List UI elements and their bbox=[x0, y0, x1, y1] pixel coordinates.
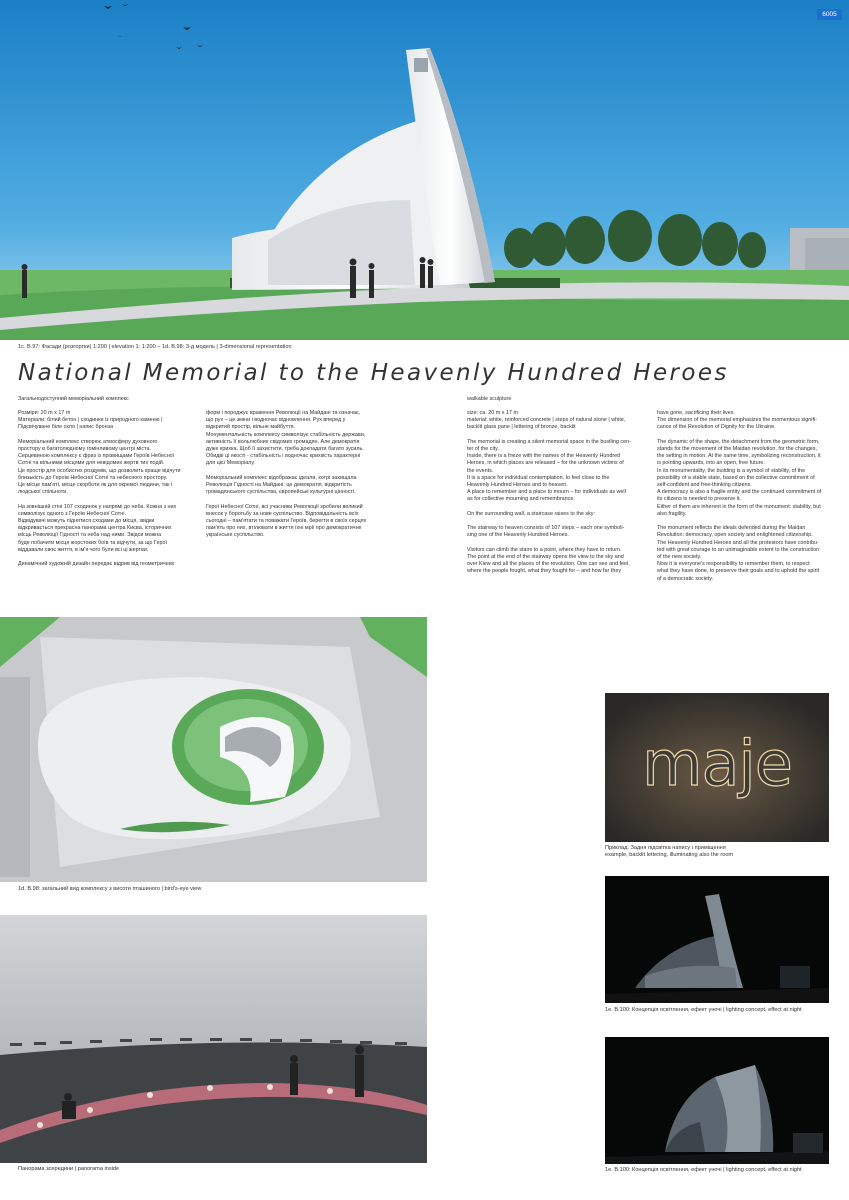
en-column-1: size: ca. 20 m x 17 m material: white, reinforced concrete | steps of natural stone | white, backlit glass pane | lettering of bronze, backlit The memorial is creating a silent memorial space in the bustling cen- ter of the city. Inside, there is a frieze with the names of the Heavenly Hundred Heroes, in which places are released – for the unknown victims of the events. It is a space for individual contemplation, to feel close to the Heavenly Hundred Heroes and to heaven. A place to remember and a place to mourn – for individuals as well as for collective mourning and remembrance. On the surrounding wall, a staircase raises to the sky: The stairway to heaven consists of 107 steps – each one symboli- sing one of the Heavenly Hundred Heroes. Visitors can climb the stairs to a point, where they have to return. The point at the end of the stairway opens the view to the sky and over Kiew and all the places of the revolution. One can see and feel, where the people fought, what they fought for – and how far they bbox=[467, 410, 631, 575]
night-caption-1: 1e. В.100: Концепція освітлення, ефект уночі | lighting concept, effect at night bbox=[605, 1007, 802, 1013]
ua-column-1: Розміри: 20 m x 17 m Матеріали: білий бетон | сходинки із природного каменю | Підсвічуване біле скло | напис бронза Меморіальний комплекс створює атмосферу духовного простору в багатолюдному гомінливому центрі міста. Серцевиною комплексу є фриз із прізвищами Героїв Небесної Сотні та вільними місцями для невідомих жертв тих подій. Це простір для особистих роздумів, що дозволить краще відчути близькість до Героїв Небесної Сотні та небесного простору. Це місце пам'яті, місце скорботи як для окремої людини, так і людської спільноти. На зовнішній стіні 107 сходинок у напрямі до неба. Кожна з них символізує одного з Героїв Небесної Сотні. Відвідувачі можуть піднятися сходами до місця, звідки відкривається прекрасна панорама центра Києва, історичних місць Революції Гідності та неба над ними. Звідси можна буде побачити місця жорстоких боїв та відчути, за що Герої віддавали своє життя, в ім'я чого були всі ці жертви. Динамічний художній дизайн передає відрив від геометричних bbox=[18, 410, 181, 568]
sign-caption-1: Приклад: Задня підсвітка напису і приміщення bbox=[605, 845, 726, 851]
birdseye-caption: 1d. В.98: загальний вид комплексу з висоти пташиного | bird's-eye view bbox=[18, 886, 202, 892]
night-render-2 bbox=[605, 1037, 829, 1164]
en-subtitle: walkable sculpture bbox=[467, 396, 512, 402]
hero-render bbox=[0, 0, 849, 340]
sign-caption-2: example, backlit lettering, illuminating also the room bbox=[605, 852, 734, 858]
night-render-1 bbox=[605, 876, 829, 1003]
panorama-caption: Панорама зсередини | panorama inside bbox=[18, 1166, 120, 1172]
birdseye-render bbox=[0, 617, 427, 882]
maje-sign-text: maje bbox=[642, 727, 792, 800]
en-column-2: have gone, sacrificing their lives. The dimension of the memorial emphasizes the momentous signifi- cance of the Revolution of Dignity for the Ukraine. The dynamic of the shape, the detachment from the geometric form, stands for the movement of the Maidan revolution, for the changes, the setting in motion. At the same time, symbolizing reconstruction, it is pointing upwards, into an open, free future. In its monumentality, the building is a symbol of stability, of the possibility of a stable state, based on the collective commitment of self-confident and free-thinking citizens. A democracy is also a fragile entity and the continued commitment of its citizens is needed to preserve it. Either of them are inherent in the form of the monument: stability, but also fragility. The monument reflects the ideals defended during the Maidan Revolution: democracy, open society and enlightened citizenship. The Heavenly Hundred Heroes and all the protestors have contribu- ted with great courage to an unimaginable extent to the construction of the new society. Now it is everyone's responsibility to remember them, to respect what they have done, to preserve their goals and to uphold the spirit of a democratic society. bbox=[657, 410, 822, 582]
page-title: National Memorial to the Heavenly Hundred Heroes bbox=[18, 360, 729, 386]
backlit-sign-photo bbox=[605, 693, 829, 842]
ua-column-2: форм і породжує враження Революції на Майдані та означає, що рух – це зміни і водночас відновлення. Рух вперед у відкритий простір, вільне майбуття. Монументальність комплексу символізує стабільність держави, активність її вольлюбних свідомих громадян. Але демократія дуже крихка. Щоб її захистити, треба докладати багато зусиль. Обидві ці якості - стабільність і водночас крихкість характерні для цієї Меморіалу. Меморіальний комплекс відображає ідеали, котрі захищала Революція Гідності на Майдані: це демократія, відкритість громадянського суспільства, європейські культурні цінності. Герої Небесної Сотні, всі учасники Революції зробили великий внесок у боротьбу за нове суспільство. Відповідальність всіх сьогодні – пам'ятати та поважати Героїв, берегти в своїх серцях пам'ять про них, втілювати в життя їхні мрії про демократичне українське суспільство. bbox=[206, 410, 367, 539]
hero-caption: 1c. В.97: Фасади (розгортки) 1:200 | elevation 1: 1:200 – 1d. В.98: 3-д модель | 3-dimensional representation bbox=[18, 344, 292, 350]
panorama-render bbox=[0, 915, 427, 1163]
sheet-number-badge: 6005 bbox=[817, 9, 842, 20]
night-caption-2: 1e. В.100: Концепція освітлення, ефект уночі | lighting concept, effect at night bbox=[605, 1167, 802, 1173]
ua-subtitle: Загальнодоступний меморіальний комплекс bbox=[18, 396, 129, 402]
